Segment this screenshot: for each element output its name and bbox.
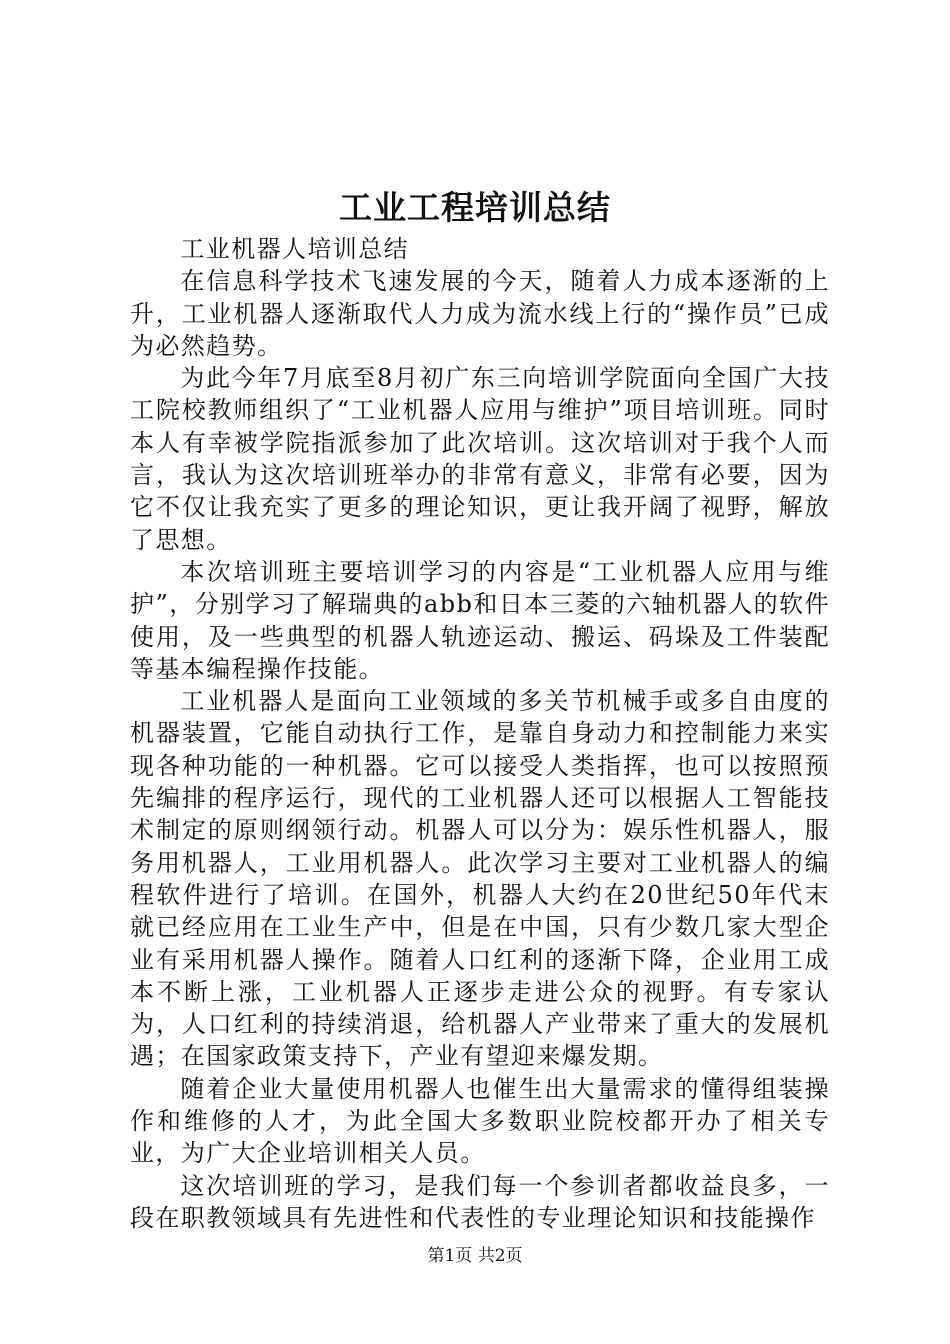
page-footer [0,1245,950,1267]
document-body [130,233,830,1234]
paragraph-5: 随着企业大量使用机器人也催生出大量需求的懂得组装操作和维修的人才，为此全国大多数职业院校都开办了相关专业，为广大企业培训相关人员。 [130,1074,830,1168]
paragraph-3: 本次培训班主要培训学习的内容是“工业机器人应用与维护”，分别学习了解瑞典的abb和日本三菱的六轴机器人的软件使用，及一些典型的机器人轨迹运动、搬运、码垛及工件装配等基本编程操作技能。 [130,557,830,683]
page-number: 第1页 共2页 [427,1246,523,1266]
paragraph-2: 为此今年7月底至8月初广东三向培训学院面向全国广大技工院校教师组织了“工业机器人应用与维护”项目培训班。同时本人有幸被学院指派参加了此次培训。这次培训对于我个人而言，我认为这次培训班举办的非常有意义，非常有必要，因为它不仅让我充实了更多的理论知识，更让我开阔了视野，解放了思想。 [130,364,830,554]
paragraph-6: 这次培训班的学习，是我们每一个参训者都收益良多，一段在职教领域具有先进性和代表性的专业理论知识和技能操作 [130,1171,830,1232]
document-title: 工业工程培训总结 [339,188,611,227]
paragraph-4: 工业机器人是面向工业领域的多关节机械手或多自由度的机器装置，它能自动执行工作，是靠自身动力和控制能力来实现各种功能的一种机器。它可以接受人类指挥，也可以按照预先编排的程序运行，现代的工业机器人还可以根据人工智能技术制定的原则纲领行动。机器人可以分为：娱乐性机器人，服务用机器人，工业用机器人。此次学习主要对工业机器人的编程软件进行了培训。在国外，机器人大约在20世纪50年代末就已经应用在工业生产中，但是在中国，只有少数几家大型企业有采用机器人操作。随着人口红利的逐渐下降，企业用工成本不断上涨，工业机器人正逐步走进公众的视野。有专家认为，人口红利的持续消退，给机器人产业带来了重大的发展机遇；在国家政策支持下，产业有望迎来爆发期。 [130,687,830,1071]
document-subtitle: 工业机器人培训总结 [180,235,409,263]
paragraph-1: 在信息科学技术飞速发展的今天，随着人力成本逐渐的上升，工业机器人逐渐取代人力成为流水线上行的“操作员”已成为必然趋势。 [130,267,830,360]
